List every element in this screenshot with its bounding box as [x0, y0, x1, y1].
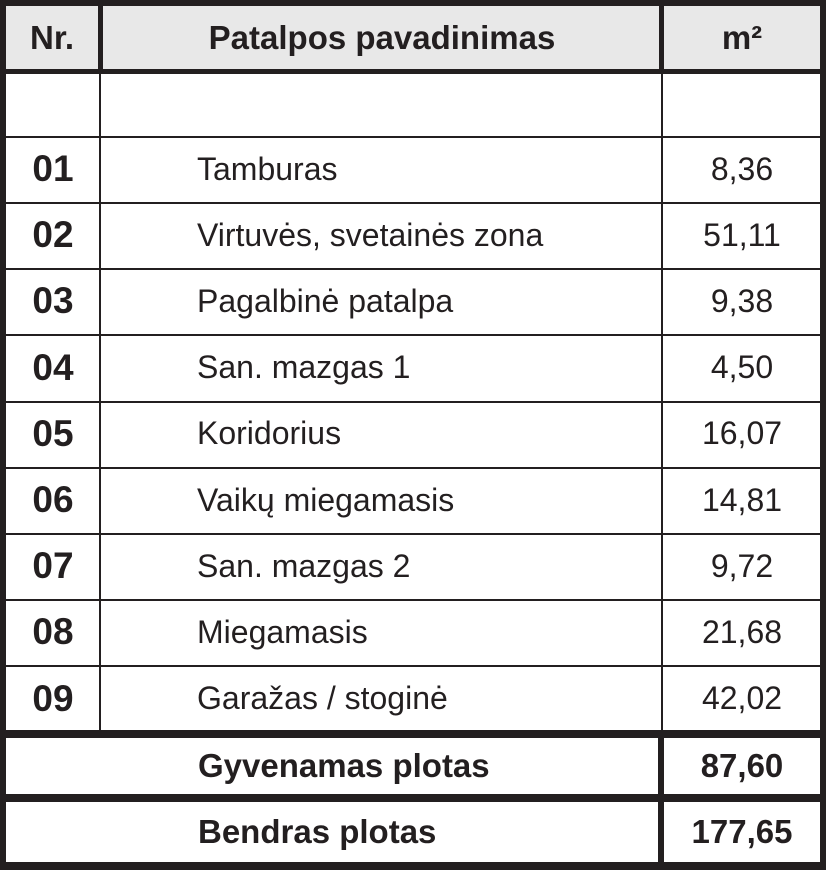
row-number: 01	[32, 148, 74, 190]
row-room-name: Pagalbinė patalpa	[197, 282, 454, 319]
header-col-divider-2	[659, 0, 664, 74]
table-border-right	[820, 0, 826, 870]
row-divider	[6, 268, 820, 270]
row-room-name: Koridorius	[197, 415, 342, 452]
row-divider	[6, 202, 820, 204]
row-area: 42,02	[701, 680, 783, 717]
row-area: 8,36	[710, 150, 774, 187]
row-number: 05	[32, 412, 74, 454]
row-number: 08	[32, 611, 74, 653]
totals-divider-top	[0, 730, 826, 738]
empty-row	[6, 74, 820, 136]
row-divider	[6, 599, 820, 601]
row-area: 9,72	[710, 547, 774, 584]
row-number: 09	[32, 677, 74, 719]
totals-divider-middle	[0, 794, 826, 802]
row-number: 04	[32, 346, 74, 388]
row-room-name: Tamburas	[197, 150, 338, 187]
row-divider	[6, 665, 820, 667]
header-room-name: Patalpos pavadinimas	[208, 18, 556, 56]
header-divider	[0, 69, 826, 74]
row-room-name: San. mazgas 2	[197, 547, 411, 584]
row-room-name: Garažas / stoginė	[197, 680, 448, 717]
table-border-left	[0, 0, 6, 870]
row-divider	[6, 467, 820, 469]
total-label-overall: Bendras plotas	[198, 813, 437, 850]
row-number: 06	[32, 479, 74, 521]
row-area: 4,50	[710, 349, 774, 386]
row-area: 51,11	[703, 216, 781, 253]
row-room-name: San. mazgas 1	[197, 349, 411, 386]
row-number: 03	[32, 280, 74, 322]
table-border-bottom	[0, 862, 826, 870]
header-nr: Nr.	[29, 18, 75, 56]
row-divider	[6, 401, 820, 403]
row-divider	[6, 334, 820, 336]
header-col-divider-1	[98, 0, 103, 74]
row-area: 14,81	[701, 481, 783, 518]
totals-col-divider	[658, 730, 664, 870]
row-divider	[6, 136, 820, 138]
row-area: 21,68	[701, 613, 783, 650]
table-border-top	[0, 0, 826, 6]
row-divider	[6, 533, 820, 535]
row-number: 07	[32, 545, 74, 587]
header-area: m²	[721, 18, 763, 56]
total-label-living: Gyvenamas plotas	[198, 747, 490, 784]
row-area: 16,07	[701, 415, 783, 452]
row-number: 02	[32, 214, 74, 256]
total-value-living: 87,60	[700, 747, 784, 784]
row-room-name: Miegamasis	[197, 613, 368, 650]
total-value-overall: 177,65	[691, 813, 793, 850]
row-room-name: Vaikų miegamasis	[197, 481, 455, 518]
row-room-name: Virtuvės, svetainės zona	[197, 216, 544, 253]
row-area: 9,38	[710, 282, 774, 319]
